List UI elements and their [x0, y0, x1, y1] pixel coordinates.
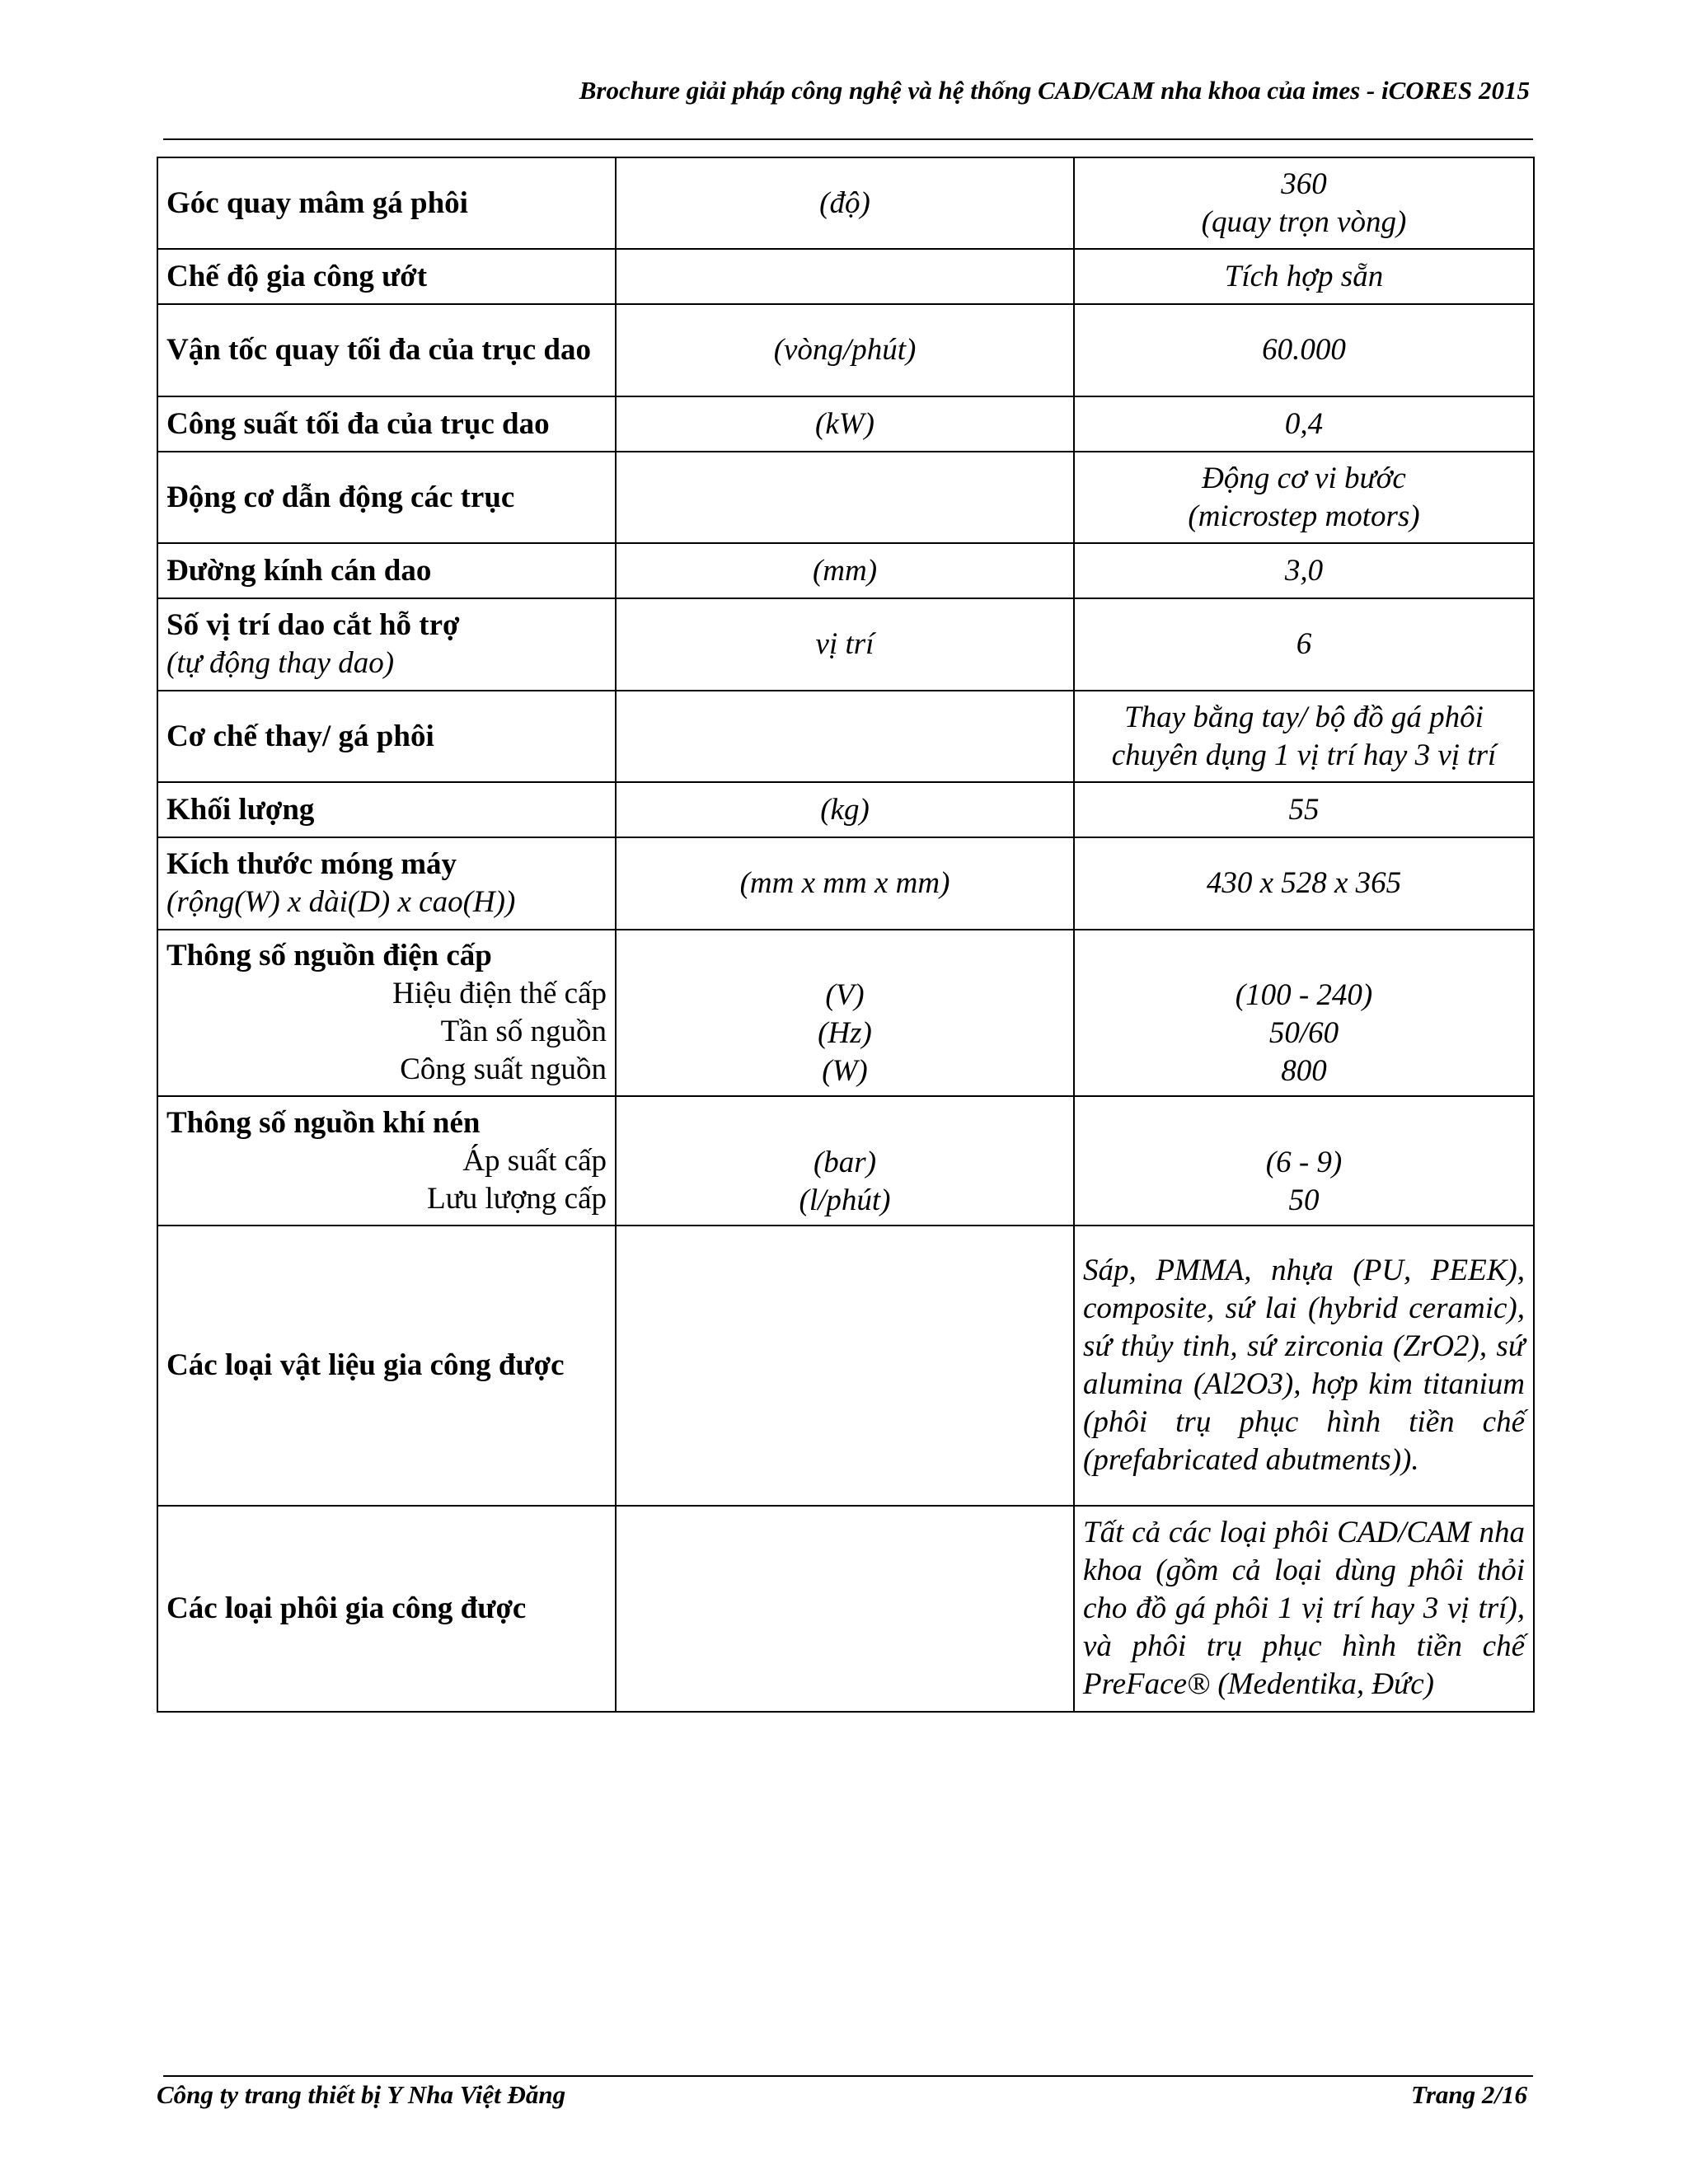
row-label-sub: (rộng(W) x dài(D) x cao(H))	[166, 885, 516, 919]
row-unit	[616, 1096, 1074, 1226]
value-line: (microstep motors)	[1188, 499, 1420, 533]
unit-line: (V)	[825, 978, 865, 1012]
row-subline: Áp suất cấp	[462, 1143, 607, 1178]
value-line: 0,4	[1284, 406, 1324, 441]
footer-company: Công ty trang thiết bị Y Nha Việt Đăng	[157, 2080, 566, 2109]
row-unit	[616, 452, 1074, 543]
row-unit	[616, 249, 1074, 304]
row-unit: (vòng/phút)	[616, 304, 1074, 396]
unit-line: (l/phút)	[799, 1183, 891, 1217]
value-line: Tích hợp sẵn	[1224, 259, 1384, 293]
value-line: 800	[1281, 1054, 1327, 1088]
row-value	[1074, 452, 1534, 543]
row-unit: (độ)	[616, 157, 1074, 249]
row-value	[1074, 396, 1534, 452]
row-value	[1074, 543, 1534, 598]
row-value	[1074, 598, 1534, 691]
row-value	[1074, 782, 1534, 837]
page-number: Trang 2/16	[1411, 2080, 1527, 2109]
row-label	[157, 598, 616, 691]
table-row	[157, 598, 1534, 691]
value-line: Thay bằng tay/ bộ đồ gá phôi	[1124, 700, 1484, 734]
row-unit	[616, 1226, 1074, 1506]
value-line: 55	[1288, 792, 1320, 827]
table-row	[157, 543, 1534, 598]
table-row	[157, 837, 1534, 930]
value-line: 6	[1296, 627, 1312, 661]
row-label-sub: (tự động thay dao)	[166, 646, 395, 680]
row-label: Khối lượng	[157, 782, 616, 837]
value-line: 430 x 528 x 365	[1206, 866, 1402, 900]
row-unit: vị trí	[616, 598, 1074, 691]
row-unit	[616, 691, 1074, 782]
value-line: Động cơ vi bước	[1202, 461, 1406, 495]
spec-table	[157, 157, 1535, 1713]
row-value	[1074, 930, 1534, 1096]
unit-line: (Hz)	[818, 1016, 872, 1050]
table-row	[157, 691, 1534, 782]
table-row	[157, 249, 1534, 304]
row-subline: Lưu lượng cấp	[427, 1181, 607, 1216]
value-line: (6 - 9)	[1265, 1146, 1343, 1179]
table-row	[157, 782, 1534, 837]
row-label: Cơ chế thay/ gá phôi	[157, 691, 616, 782]
row-label: Góc quay mâm gá phôi	[157, 157, 616, 249]
row-value	[1074, 837, 1534, 930]
row-label-title: Thông số nguồn điện cấp	[166, 939, 492, 972]
row-label-title: Kích thước móng máy	[166, 847, 457, 881]
table-row	[157, 1226, 1534, 1506]
footer-rule	[163, 2075, 1533, 2077]
row-label	[157, 930, 616, 1096]
row-label	[157, 837, 616, 930]
row-subline: Công suất nguồn	[400, 1052, 607, 1086]
row-label: Công suất tối đa của trục dao	[157, 396, 616, 452]
row-subline: Hiệu điện thế cấp	[392, 977, 607, 1010]
row-value	[1074, 691, 1534, 782]
table-row	[157, 396, 1534, 452]
unit-line: (bar)	[813, 1146, 877, 1179]
table-row	[157, 930, 1534, 1096]
value-line: 3,0	[1284, 553, 1324, 588]
page-header: Brochure giải pháp công nghệ và hệ thống CAD/CAM nha khoa của imes - iCORES 2015	[579, 76, 1530, 105]
row-label-title: Số vị trí dao cắt hỗ trợ	[166, 608, 460, 642]
row-value: Sáp, PMMA, nhựa (PU, PEEK), composite, sứ lai (hybrid ceramic), sứ thủy tinh, sứ zirconia (ZrO2), sứ alumina (Al2O3), hợp kim titanium (phôi trụ phục hình tiền chế (prefabricated abutments)).	[1074, 1226, 1534, 1506]
row-value	[1074, 157, 1534, 249]
value-line: 60.000	[1262, 333, 1346, 367]
row-unit: (kW)	[616, 396, 1074, 452]
value-line: (quay trọn vòng)	[1201, 204, 1407, 239]
row-unit: (kg)	[616, 782, 1074, 837]
row-label-title: Thông số nguồn khí nén	[166, 1105, 481, 1140]
row-unit: (mm x mm x mm)	[616, 837, 1074, 930]
value-line: (100 - 240)	[1235, 978, 1373, 1012]
table-row	[157, 1096, 1534, 1226]
value-line: 360	[1281, 166, 1327, 201]
row-unit	[616, 1506, 1074, 1712]
row-label	[157, 1096, 616, 1226]
table-row	[157, 1506, 1534, 1712]
row-label: Vận tốc quay tối đa của trục dao	[157, 304, 616, 396]
unit-line: (W)	[822, 1054, 868, 1088]
row-label: Đường kính cán dao	[157, 543, 616, 598]
row-label: Các loại vật liệu gia công được	[157, 1226, 616, 1506]
header-rule	[163, 138, 1533, 140]
row-value	[1074, 249, 1534, 304]
row-unit: (mm)	[616, 543, 1074, 598]
row-subline: Tần số nguồn	[440, 1015, 607, 1048]
row-label: Chế độ gia công ướt	[157, 249, 616, 304]
table-row	[157, 304, 1534, 396]
row-value	[1074, 304, 1534, 396]
value-line: 50/60	[1268, 1016, 1339, 1050]
value-line: 50	[1288, 1183, 1320, 1217]
table-row	[157, 452, 1534, 543]
row-value: Tất cả các loại phôi CAD/CAM nha khoa (gồm cả loại dùng phôi thỏi cho đồ gá phôi 1 vị trí hay 3 vị trí), và phôi trụ phục hình tiền chế PreFace® (Medentika, Đức)	[1074, 1506, 1534, 1712]
value-line: chuyên dụng 1 vị trí hay 3 vị trí	[1111, 738, 1497, 772]
row-unit	[616, 930, 1074, 1096]
table-row	[157, 157, 1534, 249]
row-label: Động cơ dẫn động các trục	[157, 452, 616, 543]
row-label: Các loại phôi gia công được	[157, 1506, 616, 1712]
row-value	[1074, 1096, 1534, 1226]
